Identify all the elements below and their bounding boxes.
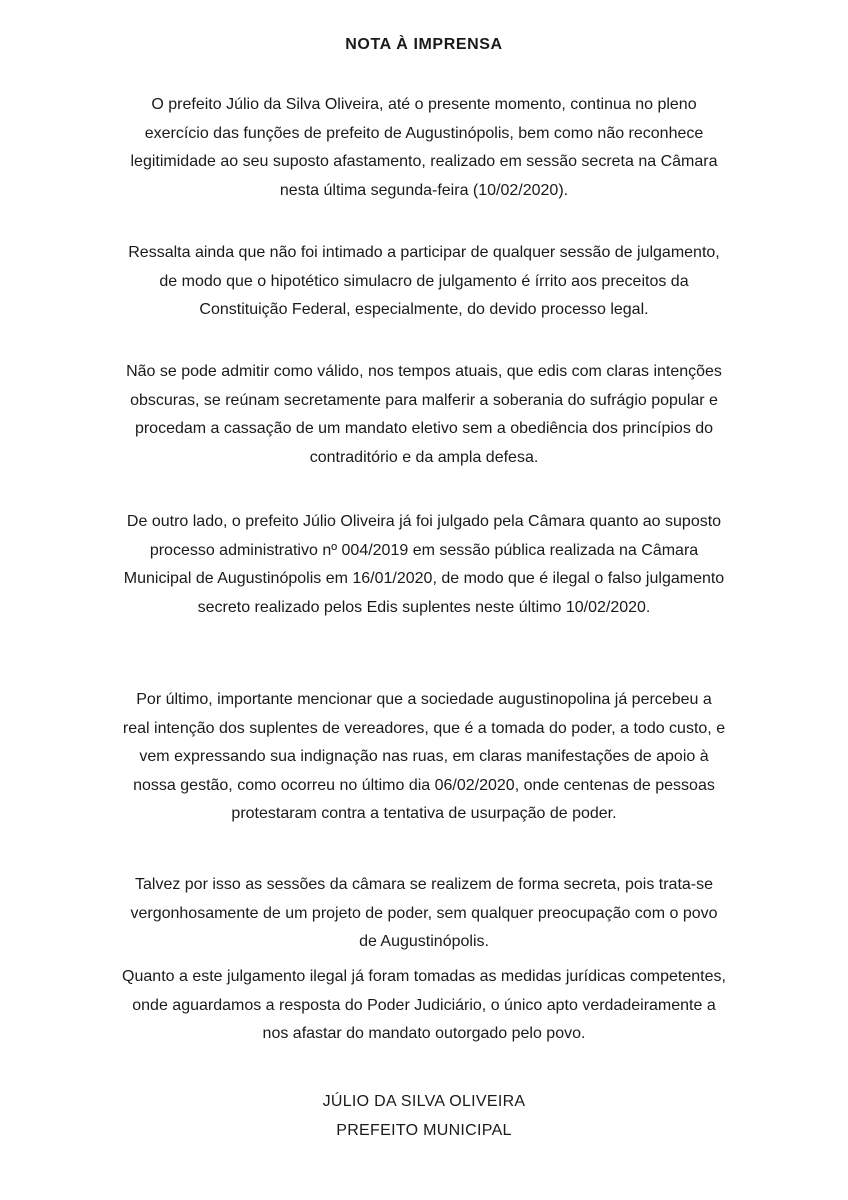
signature-role: PREFEITO MUNICIPAL xyxy=(336,1122,512,1139)
paragraph-6: Talvez por isso as sessões da câmara se realizem de forma secreta, pois trata-se vergonhosamente de um projeto de poder, sem qualquer preocupação com o povo de Augustinópolis. xyxy=(130,876,718,951)
paragraph-2: Ressalta ainda que não foi intimado a participar de qualquer sessão de julgamento, de modo que o hipotético simulacro de julgamento é írrito aos preceitos da Constituição Federal, especialmente, do devido processo legal. xyxy=(128,244,720,319)
paragraph-7: Quanto a este julgamento ilegal já foram tomadas as medidas jurídicas competentes, onde aguardamos a resposta do Poder Judiciário, o único apto verdadeiramente a nos afastar do mandato outorgado pelo povo. xyxy=(122,968,726,1043)
document-title: NOTA À IMPRENSA xyxy=(345,36,503,53)
paragraph-1: O prefeito Júlio da Silva Oliveira, até o presente momento, continua no pleno exercício das funções de prefeito de Augustinópolis, bem como não reconhece legitimidade ao seu suposto afastamento, realizado em sessão secreta na Câmara nesta última segunda-feira (10/02/2020). xyxy=(130,96,718,199)
paragraph-3: Não se pode admitir como válido, nos tempos atuais, que edis com claras intenções obscuras, se reúnam secretamente para malferir a soberania do sufrágio popular e procedam a cassação de um mandato eletivo sem a obediência dos princípios do contraditório e da ampla defesa. xyxy=(126,363,722,466)
paragraph-4: De outro lado, o prefeito Júlio Oliveira já foi julgado pela Câmara quanto ao suposto processo administrativo nº 004/2019 em sessão pública realizada na Câmara Municipal de Augustinópolis em 16/01/2020, de modo que é ilegal o falso julgamento secreto realizado pelos Edis suplentes neste último 10/02/2020. xyxy=(123,513,725,616)
paragraph-5: Por último, importante mencionar que a sociedade augustinopolina já percebeu a real intenção dos suplentes de vereadores, que é a tomada do poder, a todo custo, e vem expressando sua indignação nas ruas, em claras manifestações de apoio à nossa gestão, como ocorreu no último dia 06/02/2020, onde centenas de pessoas protestaram contra a tentativa de usurpação de poder. xyxy=(122,691,726,823)
signature-name: JÚLIO DA SILVA OLIVEIRA xyxy=(322,1093,526,1110)
